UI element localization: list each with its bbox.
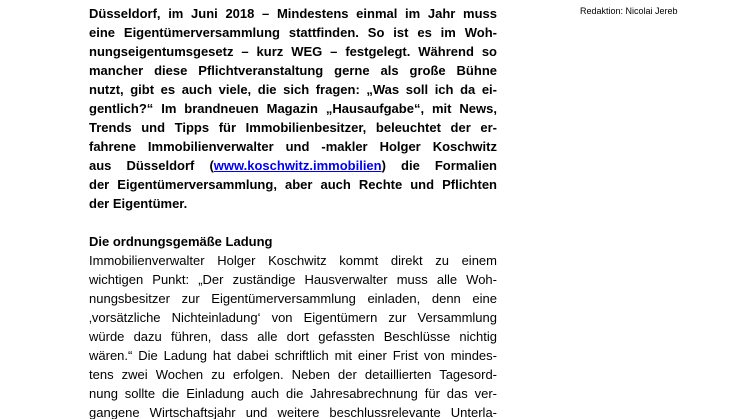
section-heading: Die ordnungsgemäße Ladung [89, 234, 273, 249]
section-line: gangene Wirtschaftsjahr und weitere beschlussrelevante Unterla- [89, 405, 497, 419]
section-line: würde dazu führen, dass alle dort gefassten Beschlüsse nichtig [89, 329, 497, 344]
section-line: tens zwei Wochen zu erfolgen. Neben der detaillierten Tagesord- [89, 367, 497, 382]
intro-paragraph [89, 4, 497, 213]
section-line: wären.“ Die Ladung hat dabei schriftlich mit einer Frist von mindes- [89, 348, 497, 363]
intro-line: nutzt, gibt es auch viele, die sich fragen: „Was soll ich da ei- [89, 82, 497, 97]
section-line: ‚vorsätzliche Nichteinladung‘ von Eigentümern zur Versammlung [89, 310, 497, 325]
intro-line: mancher diese Pflichtveranstaltung gerne als große Bühne [89, 63, 497, 78]
paragraph-gap [89, 213, 497, 232]
intro-line: fahrene Immobilienverwalter und -makler Holger Koschwitz [89, 139, 497, 154]
intro-line: nungseigentumsgesetz – kurz WEG – festgelegt. Während so [89, 44, 497, 59]
website-link[interactable]: www.koschwitz.immobilien [213, 158, 382, 173]
section-line: wichtigen Punkt: „Der zuständige Hausverwalter muss alle Woh- [89, 272, 497, 287]
intro-line: der Eigentümer. [89, 196, 188, 211]
intro-line: eine Eigentümerversammlung stattfinden. So ist es im Woh- [89, 25, 497, 40]
section-line: nungsbesitzer zur Eigentümerversammlung einladen, denn eine [89, 291, 497, 306]
intro-line: gentlich?“ Im brandneuen Magazin „Hausaufgabe“, mit News, [89, 101, 497, 116]
intro-link-line-before: aus Düsseldorf ( [89, 158, 214, 173]
editor-note: Redaktion: Nicolai Jereb [580, 6, 678, 16]
intro-line: Trends und Tipps für Immobilienbesitzer, beleuchtet der er- [89, 120, 497, 135]
intro-link-line [89, 156, 497, 175]
section-line: nung sollte die Einladung auch die Jahresabrechnung für das ver- [89, 386, 497, 401]
intro-line: Düsseldorf, im Juni 2018 – Mindestens einmal im Jahr muss [89, 6, 497, 21]
section-line: Immobilienverwalter Holger Koschwitz kommt direkt zu einem [89, 253, 497, 268]
intro-line: der Eigentümerversammlung, aber auch Rechte und Pflichten [89, 177, 497, 192]
intro-link-line-after: ) die Formalien [381, 158, 497, 173]
section-paragraph [89, 251, 497, 419]
press-release-body [89, 4, 497, 419]
